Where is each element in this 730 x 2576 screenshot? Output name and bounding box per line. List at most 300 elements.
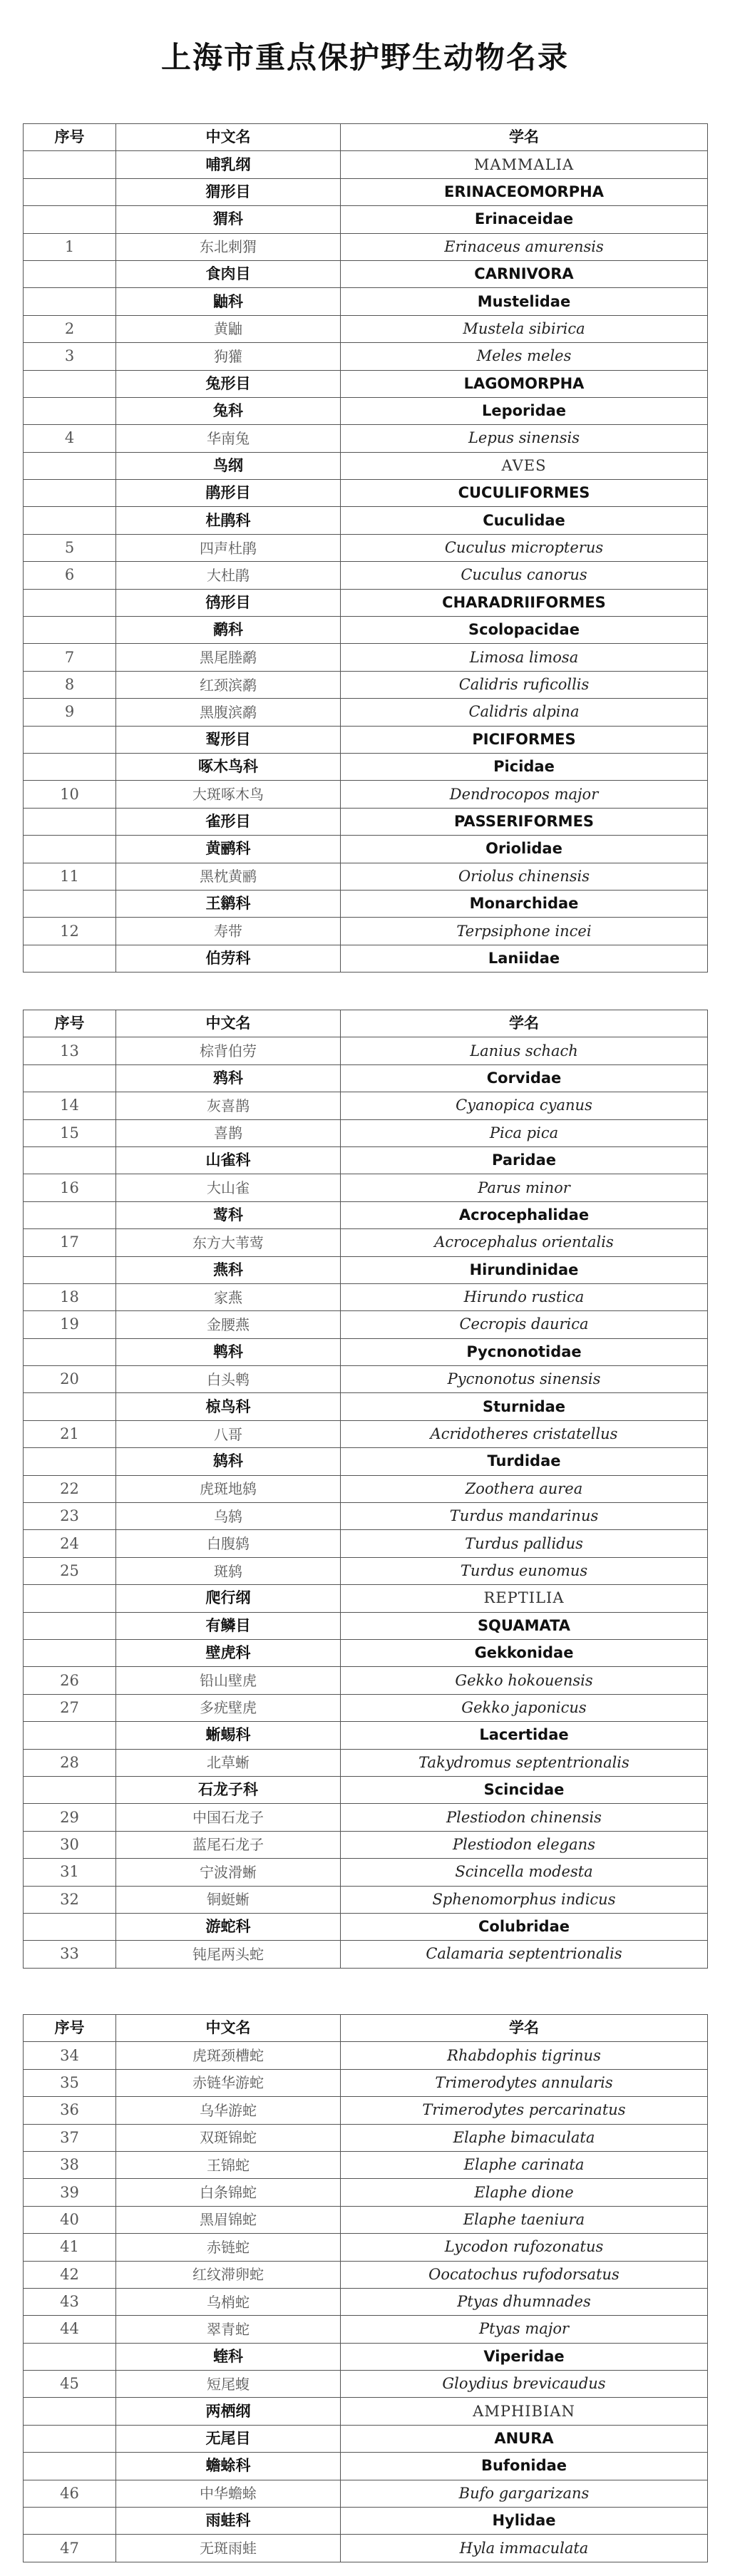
- row-number: [24, 288, 116, 315]
- taxon-row: [24, 206, 708, 233]
- chinese-name: 棕背伯劳: [116, 1037, 341, 1064]
- row-number: 21: [24, 1420, 116, 1447]
- row-number: [24, 507, 116, 534]
- header-chinese-name: 中文名: [116, 124, 341, 151]
- chinese-name: 白头鹎: [116, 1366, 341, 1393]
- scientific-name: Gekko hokouensis: [341, 1667, 708, 1694]
- scientific-name: Cuculus micropterus: [341, 534, 708, 561]
- scientific-name: Hylidae: [341, 2508, 708, 2535]
- chinese-name: 白腹鸫: [116, 1530, 341, 1557]
- row-number: 11: [24, 863, 116, 890]
- species-row: [24, 1119, 708, 1146]
- scientific-name: MAMMALIA: [341, 151, 708, 178]
- row-number: [24, 1612, 116, 1639]
- species-row: [24, 534, 708, 561]
- species-row: [24, 1311, 708, 1338]
- chinese-name: 乌梢蛇: [116, 2288, 341, 2315]
- row-number: 19: [24, 1311, 116, 1338]
- chinese-name: 鹬科: [116, 617, 341, 644]
- row-number: [24, 1722, 116, 1749]
- row-number: [24, 1639, 116, 1666]
- row-number: [24, 726, 116, 753]
- row-number: 27: [24, 1694, 116, 1721]
- taxon-row: [24, 808, 708, 835]
- scientific-name: Plestiodon chinensis: [341, 1804, 708, 1831]
- scientific-name: Pycnonotidae: [341, 1338, 708, 1365]
- chinese-name: 鸫科: [116, 1448, 341, 1475]
- chinese-name: 燕科: [116, 1256, 341, 1283]
- row-number: 32: [24, 1886, 116, 1913]
- row-number: 18: [24, 1283, 116, 1310]
- row-number: 30: [24, 1831, 116, 1858]
- scientific-name: Erinaceus amurensis: [341, 233, 708, 260]
- scientific-name: Elaphe dione: [341, 2179, 708, 2206]
- row-number: 41: [24, 2234, 116, 2261]
- species-row: [24, 1092, 708, 1119]
- species-row: [24, 2261, 708, 2288]
- scientific-name: Monarchidae: [341, 890, 708, 917]
- row-number: [24, 1201, 116, 1228]
- species-row: [24, 2042, 708, 2069]
- scientific-name: Gloydius brevicaudus: [341, 2371, 708, 2398]
- species-row: [24, 863, 708, 890]
- taxon-row: [24, 1612, 708, 1639]
- scientific-name: PASSERIFORMES: [341, 808, 708, 835]
- chinese-name: 翠青蛇: [116, 2316, 341, 2343]
- taxon-row: [24, 945, 708, 972]
- chinese-name: 两栖纲: [116, 2398, 341, 2425]
- scientific-name: Cyanopica cyanus: [341, 1092, 708, 1119]
- row-number: [24, 1913, 116, 1940]
- species-row: [24, 1037, 708, 1064]
- species-table-3: [23, 2014, 708, 2562]
- species-row: [24, 1557, 708, 1584]
- scientific-name: Cuculidae: [341, 507, 708, 534]
- row-number: [24, 2398, 116, 2425]
- scientific-name: Gekkonidae: [341, 1639, 708, 1666]
- taxon-row: [24, 1146, 708, 1174]
- row-number: 23: [24, 1503, 116, 1530]
- row-number: [24, 2425, 116, 2452]
- scientific-name: Acridotheres cristatellus: [341, 1420, 708, 1447]
- scientific-name: Lacertidae: [341, 1722, 708, 1749]
- species-row: [24, 2151, 708, 2178]
- row-number: [24, 1585, 116, 1612]
- scientific-name: Lepus sinensis: [341, 425, 708, 452]
- scientific-name: Trimerodytes percarinatus: [341, 2097, 708, 2124]
- species-row: [24, 781, 708, 808]
- row-number: [24, 206, 116, 233]
- chinese-name: 壁虎科: [116, 1639, 341, 1666]
- species-row: [24, 1667, 708, 1694]
- row-number: 3: [24, 343, 116, 370]
- taxon-row: [24, 589, 708, 616]
- row-number: [24, 808, 116, 835]
- chinese-name: 红纹滞卵蛇: [116, 2261, 341, 2288]
- species-row: [24, 2288, 708, 2315]
- scientific-name: Cuculus canorus: [341, 562, 708, 589]
- chinese-name: 东北刺猬: [116, 233, 341, 260]
- chinese-name: 蝰科: [116, 2343, 341, 2370]
- row-number: [24, 1064, 116, 1092]
- scientific-name: Calidris alpina: [341, 699, 708, 726]
- scientific-name: CHARADRIIFORMES: [341, 589, 708, 616]
- scientific-name: Plestiodon elegans: [341, 1831, 708, 1858]
- scientific-name: Scolopacidae: [341, 617, 708, 644]
- taxon-row: [24, 2508, 708, 2535]
- taxon-row: [24, 1338, 708, 1365]
- species-row: [24, 699, 708, 726]
- chinese-name: 无斑雨蛙: [116, 2535, 341, 2562]
- chinese-name: 中华蟾蜍: [116, 2480, 341, 2507]
- taxon-row: [24, 178, 708, 205]
- scientific-name: Scincella modesta: [341, 1859, 708, 1886]
- row-number: 12: [24, 918, 116, 945]
- scientific-name: Laniidae: [341, 945, 708, 972]
- chinese-name: 黑腹滨鹬: [116, 699, 341, 726]
- row-number: [24, 151, 116, 178]
- scientific-name: Lycodon rufozonatus: [341, 2234, 708, 2261]
- chinese-name: 猬科: [116, 206, 341, 233]
- row-number: [24, 890, 116, 917]
- row-number: 29: [24, 1804, 116, 1831]
- scientific-name: ANURA: [341, 2425, 708, 2452]
- chinese-name: 王锦蛇: [116, 2151, 341, 2178]
- chinese-name: 啄木鸟科: [116, 753, 341, 780]
- chinese-name: 鸟纲: [116, 452, 341, 479]
- chinese-name: 鼬科: [116, 288, 341, 315]
- row-number: 6: [24, 562, 116, 589]
- scientific-name: Parus minor: [341, 1174, 708, 1201]
- species-row: [24, 425, 708, 452]
- species-row: [24, 233, 708, 260]
- row-number: 4: [24, 425, 116, 452]
- scientific-name: Cecropis daurica: [341, 1311, 708, 1338]
- scientific-name: Colubridae: [341, 1913, 708, 1940]
- chinese-name: 短尾蝮: [116, 2371, 341, 2398]
- header-chinese-name: 中文名: [116, 2015, 341, 2042]
- taxon-row: [24, 1201, 708, 1228]
- row-number: 24: [24, 1530, 116, 1557]
- scientific-name: Oriolidae: [341, 836, 708, 863]
- taxon-row: [24, 507, 708, 534]
- row-number: 44: [24, 2316, 116, 2343]
- row-number: 46: [24, 2480, 116, 2507]
- row-number: 15: [24, 1119, 116, 1146]
- row-number: 45: [24, 2371, 116, 2398]
- row-number: 35: [24, 2069, 116, 2096]
- species-row: [24, 1749, 708, 1776]
- scientific-name: Turdidae: [341, 1448, 708, 1475]
- chinese-name: 喜鹊: [116, 1119, 341, 1146]
- chinese-name: 有鳞目: [116, 1612, 341, 1639]
- row-number: [24, 2453, 116, 2480]
- scientific-name: Trimerodytes annularis: [341, 2069, 708, 2096]
- class-row: [24, 452, 708, 479]
- chinese-name: 游蛇科: [116, 1913, 341, 1940]
- species-row: [24, 2069, 708, 2096]
- table-header-row: [24, 1010, 708, 1037]
- scientific-name: Gekko japonicus: [341, 1694, 708, 1721]
- species-row: [24, 1420, 708, 1447]
- taxon-row: [24, 836, 708, 863]
- species-row: [24, 2097, 708, 2124]
- scientific-name: Pica pica: [341, 1119, 708, 1146]
- header-no: 序号: [24, 2015, 116, 2042]
- taxon-row: [24, 260, 708, 287]
- chinese-name: 雀形目: [116, 808, 341, 835]
- scientific-name: Sturnidae: [341, 1393, 708, 1420]
- species-row: [24, 1283, 708, 1310]
- scientific-name: Oriolus chinensis: [341, 863, 708, 890]
- species-row: [24, 2535, 708, 2562]
- chinese-name: 兔形目: [116, 370, 341, 397]
- taxon-row: [24, 397, 708, 424]
- taxon-row: [24, 1776, 708, 1803]
- chinese-name: 食肉目: [116, 260, 341, 287]
- chinese-name: 中国石龙子: [116, 1804, 341, 1831]
- species-row: [24, 644, 708, 671]
- row-number: [24, 589, 116, 616]
- scientific-name: LAGOMORPHA: [341, 370, 708, 397]
- scientific-name: Corvidae: [341, 1064, 708, 1092]
- scientific-name: Hirundo rustica: [341, 1283, 708, 1310]
- row-number: 2: [24, 315, 116, 342]
- taxon-row: [24, 1639, 708, 1666]
- chinese-name: 东方大苇莺: [116, 1229, 341, 1256]
- row-number: 10: [24, 781, 116, 808]
- chinese-name: 大山雀: [116, 1174, 341, 1201]
- header-scientific-name: 学名: [341, 1010, 708, 1037]
- chinese-name: 蟾蜍科: [116, 2453, 341, 2480]
- species-row: [24, 315, 708, 342]
- species-row: [24, 1475, 708, 1502]
- table-header-row: [24, 124, 708, 151]
- scientific-name: Mustelidae: [341, 288, 708, 315]
- row-number: [24, 1256, 116, 1283]
- species-row: [24, 343, 708, 370]
- taxon-row: [24, 753, 708, 780]
- species-table-1: [23, 123, 708, 973]
- scientific-name: Bufo gargarizans: [341, 2480, 708, 2507]
- chinese-name: 莺科: [116, 1201, 341, 1228]
- row-number: 33: [24, 1941, 116, 1968]
- row-number: [24, 617, 116, 644]
- scientific-name: Meles meles: [341, 343, 708, 370]
- species-table-2: [23, 1010, 708, 1969]
- scientific-name: AMPHIBIAN: [341, 2398, 708, 2425]
- row-number: 22: [24, 1475, 116, 1502]
- scientific-name: Takydromus septentrionalis: [341, 1749, 708, 1776]
- row-number: [24, 2343, 116, 2370]
- scientific-name: Viperidae: [341, 2343, 708, 2370]
- species-row: [24, 1941, 708, 1968]
- scientific-name: Bufonidae: [341, 2453, 708, 2480]
- scientific-name: Turdus pallidus: [341, 1530, 708, 1557]
- chinese-name: 䴕形目: [116, 726, 341, 753]
- taxon-row: [24, 370, 708, 397]
- row-number: 13: [24, 1037, 116, 1064]
- row-number: [24, 836, 116, 863]
- row-number: 34: [24, 2042, 116, 2069]
- scientific-name: Sphenomorphus indicus: [341, 1886, 708, 1913]
- species-row: [24, 2179, 708, 2206]
- chinese-name: 北草蜥: [116, 1749, 341, 1776]
- species-row: [24, 1886, 708, 1913]
- row-number: [24, 260, 116, 287]
- scientific-name: Mustela sibirica: [341, 315, 708, 342]
- row-number: [24, 370, 116, 397]
- row-number: 20: [24, 1366, 116, 1393]
- scientific-name: SQUAMATA: [341, 1612, 708, 1639]
- scientific-name: REPTILIA: [341, 1585, 708, 1612]
- taxon-row: [24, 2343, 708, 2370]
- chinese-name: 椋鸟科: [116, 1393, 341, 1420]
- species-row: [24, 562, 708, 589]
- chinese-name: 杜鹃科: [116, 507, 341, 534]
- chinese-name: 无尾目: [116, 2425, 341, 2452]
- chinese-name: 兔科: [116, 397, 341, 424]
- table-header-row: [24, 2015, 708, 2042]
- chinese-name: 大斑啄木鸟: [116, 781, 341, 808]
- taxon-row: [24, 1393, 708, 1420]
- chinese-name: 多疣壁虎: [116, 1694, 341, 1721]
- scientific-name: Scincidae: [341, 1776, 708, 1803]
- chinese-name: 黑枕黄鹂: [116, 863, 341, 890]
- scientific-name: CUCULIFORMES: [341, 480, 708, 507]
- chinese-name: 雨蛙科: [116, 2508, 341, 2535]
- scientific-name: Paridae: [341, 1146, 708, 1174]
- chinese-name: 双斑锦蛇: [116, 2124, 341, 2151]
- chinese-name: 蓝尾石龙子: [116, 1831, 341, 1858]
- row-number: 40: [24, 2206, 116, 2233]
- species-row: [24, 2316, 708, 2343]
- row-number: 5: [24, 534, 116, 561]
- scientific-name: Acrocephalidae: [341, 1201, 708, 1228]
- taxon-row: [24, 2453, 708, 2480]
- scientific-name: Elaphe bimaculata: [341, 2124, 708, 2151]
- taxon-row: [24, 1448, 708, 1475]
- scientific-name: Ptyas dhumnades: [341, 2288, 708, 2315]
- scientific-name: Dendrocopos major: [341, 781, 708, 808]
- class-row: [24, 151, 708, 178]
- chinese-name: 鸦科: [116, 1064, 341, 1092]
- chinese-name: 伯劳科: [116, 945, 341, 972]
- row-number: 36: [24, 2097, 116, 2124]
- row-number: [24, 1776, 116, 1803]
- scientific-name: Elaphe taeniura: [341, 2206, 708, 2233]
- row-number: 14: [24, 1092, 116, 1119]
- row-number: 38: [24, 2151, 116, 2178]
- chinese-name: 蜥蜴科: [116, 1722, 341, 1749]
- chinese-name: 寿带: [116, 918, 341, 945]
- header-no: 序号: [24, 1010, 116, 1037]
- row-number: 8: [24, 671, 116, 698]
- scientific-name: AVES: [341, 452, 708, 479]
- species-row: [24, 2234, 708, 2261]
- chinese-name: 宁波滑蜥: [116, 1859, 341, 1886]
- scientific-name: Acrocephalus orientalis: [341, 1229, 708, 1256]
- chinese-name: 山雀科: [116, 1146, 341, 1174]
- chinese-name: 爬行纲: [116, 1585, 341, 1612]
- chinese-name: 赤链蛇: [116, 2234, 341, 2261]
- header-no: 序号: [24, 124, 116, 151]
- header-chinese-name: 中文名: [116, 1010, 341, 1037]
- scientific-name: Zoothera aurea: [341, 1475, 708, 1502]
- row-number: 31: [24, 1859, 116, 1886]
- chinese-name: 虎斑地鸫: [116, 1475, 341, 1502]
- row-number: 47: [24, 2535, 116, 2562]
- species-row: [24, 2206, 708, 2233]
- row-number: 39: [24, 2179, 116, 2206]
- taxon-row: [24, 2425, 708, 2452]
- chinese-name: 王鹟科: [116, 890, 341, 917]
- chinese-name: 斑鸫: [116, 1557, 341, 1584]
- chinese-name: 大杜鹃: [116, 562, 341, 589]
- scientific-name: Turdus mandarinus: [341, 1503, 708, 1530]
- chinese-name: 赤链华游蛇: [116, 2069, 341, 2096]
- taxon-row: [24, 1064, 708, 1092]
- taxon-row: [24, 726, 708, 753]
- row-number: [24, 753, 116, 780]
- chinese-name: 黑眉锦蛇: [116, 2206, 341, 2233]
- taxon-row: [24, 1913, 708, 1940]
- row-number: [24, 2508, 116, 2535]
- scientific-name: Calidris ruficollis: [341, 671, 708, 698]
- chinese-name: 白条锦蛇: [116, 2179, 341, 2206]
- species-row: [24, 671, 708, 698]
- species-row: [24, 918, 708, 945]
- scientific-name: Terpsiphone incei: [341, 918, 708, 945]
- row-number: [24, 1146, 116, 1174]
- scientific-name: ERINACEOMORPHA: [341, 178, 708, 205]
- row-number: [24, 397, 116, 424]
- row-number: 42: [24, 2261, 116, 2288]
- chinese-name: 鹎科: [116, 1338, 341, 1365]
- scientific-name: Hirundinidae: [341, 1256, 708, 1283]
- species-row: [24, 1229, 708, 1256]
- row-number: 16: [24, 1174, 116, 1201]
- chinese-name: 家燕: [116, 1283, 341, 1310]
- row-number: 28: [24, 1749, 116, 1776]
- chinese-name: 哺乳纲: [116, 151, 341, 178]
- chinese-name: 华南兔: [116, 425, 341, 452]
- page-title: 上海市重点保护野生动物名录: [160, 40, 569, 75]
- species-row: [24, 1694, 708, 1721]
- chinese-name: 黄鹂科: [116, 836, 341, 863]
- row-number: 43: [24, 2288, 116, 2315]
- row-number: 37: [24, 2124, 116, 2151]
- scientific-name: Ptyas major: [341, 2316, 708, 2343]
- row-number: [24, 945, 116, 972]
- row-number: [24, 1393, 116, 1420]
- row-number: 7: [24, 644, 116, 671]
- scientific-name: Turdus eunomus: [341, 1557, 708, 1584]
- class-row: [24, 1585, 708, 1612]
- header-scientific-name: 学名: [341, 2015, 708, 2042]
- chinese-name: 虎斑颈槽蛇: [116, 2042, 341, 2069]
- species-row: [24, 1530, 708, 1557]
- taxon-row: [24, 480, 708, 507]
- chinese-name: 灰喜鹊: [116, 1092, 341, 1119]
- row-number: 26: [24, 1667, 116, 1694]
- scientific-name: Leporidae: [341, 397, 708, 424]
- scientific-name: Pycnonotus sinensis: [341, 1366, 708, 1393]
- scientific-name: Elaphe carinata: [341, 2151, 708, 2178]
- chinese-name: 乌华游蛇: [116, 2097, 341, 2124]
- chinese-name: 黄鼬: [116, 315, 341, 342]
- row-number: 1: [24, 233, 116, 260]
